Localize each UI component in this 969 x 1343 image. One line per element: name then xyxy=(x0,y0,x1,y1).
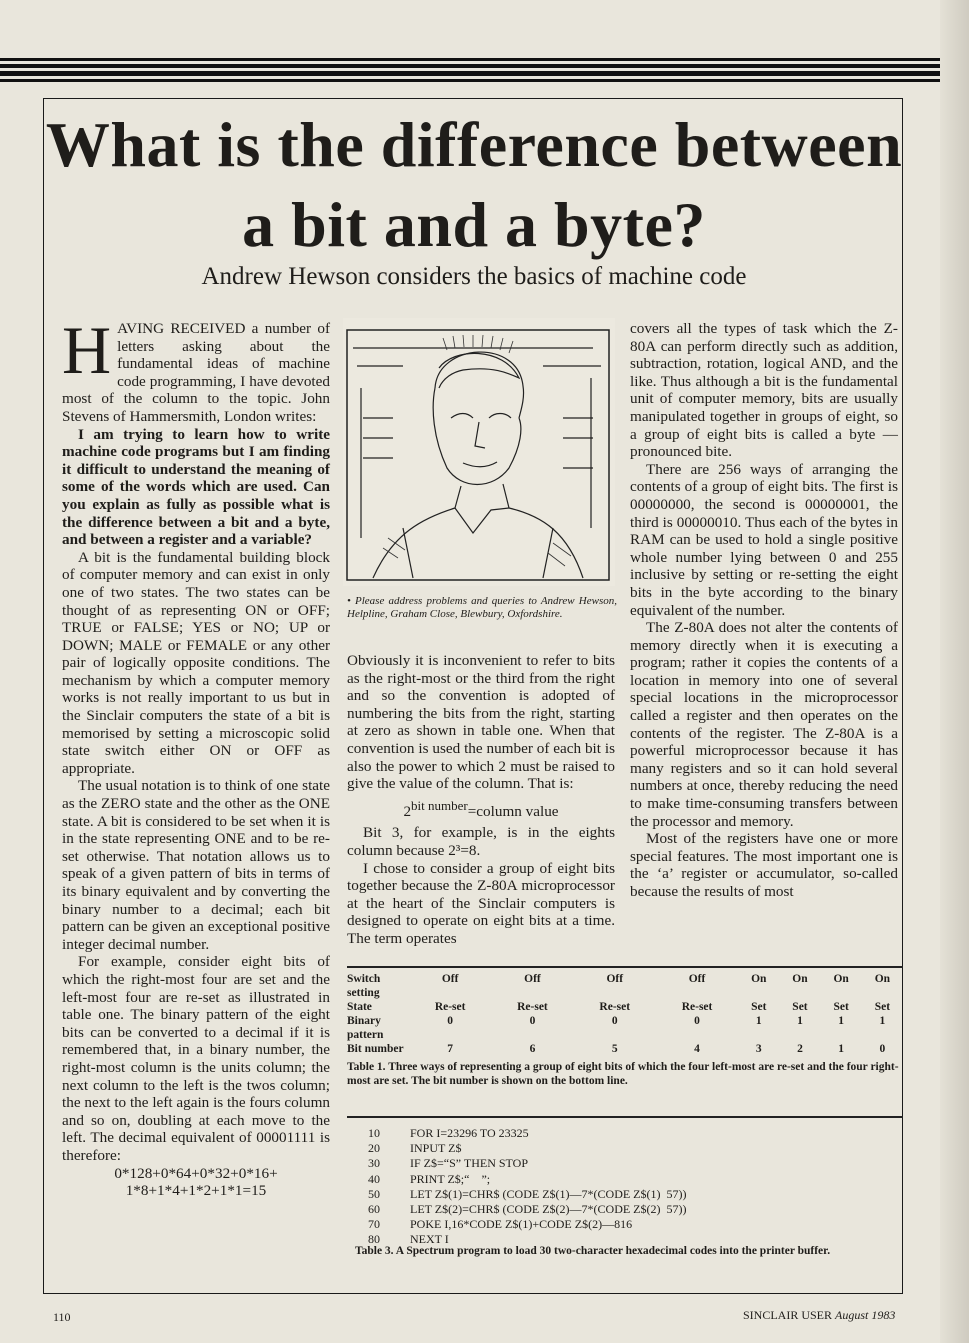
code-statement: LET Z$(1)=CHR$ (CODE Z$(1)—7*(CODE Z$(1) 57)) xyxy=(410,1186,687,1201)
line-number: 80 xyxy=(368,1232,380,1247)
table-cell: 0 xyxy=(529,1015,536,1027)
line-number: 20 xyxy=(368,1141,380,1156)
line-number: 40 xyxy=(368,1171,380,1186)
table-1 xyxy=(347,972,903,1088)
table-cell: Re-set xyxy=(681,1001,713,1013)
table-cell: 1 xyxy=(797,1015,803,1027)
table-cell: Off xyxy=(524,973,541,985)
code-statement: INPUT Z$ xyxy=(410,1141,462,1156)
table-cell: Set xyxy=(792,1001,808,1013)
code-statement: FOR I=23296 TO 23325 xyxy=(410,1126,529,1140)
program-line xyxy=(368,1172,898,1187)
table-cell: 3 xyxy=(755,1043,762,1055)
program-line xyxy=(368,1202,898,1217)
table1-top-rule xyxy=(347,966,903,968)
table-row xyxy=(347,1042,903,1056)
line-number: 60 xyxy=(368,1202,380,1217)
table-cell: Off xyxy=(688,973,706,985)
code-statement: PRINT Z$;“ ”; xyxy=(410,1171,491,1186)
table-row xyxy=(347,1000,903,1014)
program-line xyxy=(368,1156,898,1171)
table-cell: On xyxy=(751,973,767,985)
table-cell: Re-set xyxy=(599,1001,631,1013)
program-line xyxy=(368,1217,898,1232)
program-line xyxy=(368,1187,898,1202)
paragraph: I chose to consider a group of eight bits together because the Z-80A microprocessor at the heart of the Sinclair computers is designed to operate on eight bits at a time. The term operates xyxy=(347,859,615,947)
bit-representation-table xyxy=(347,972,903,1056)
table-cell: 6 xyxy=(529,1043,536,1055)
formula-line: 0*128+0*64+0*32+0*16+ xyxy=(114,1164,278,1182)
table-3-caption: Table 3. A Spectrum program to load 30 two-character hexadecimal codes into the printer buffer. xyxy=(355,1245,831,1257)
line-number: 70 xyxy=(368,1217,380,1232)
row-label: Binary pattern xyxy=(347,1015,384,1041)
table-cell: 0 xyxy=(694,1015,700,1027)
table-cell: Off xyxy=(441,973,459,985)
row-label: State xyxy=(347,1001,372,1013)
paragraph: The Z-80A does not alter the contents of memory directly when it is executing a program; rather it copies the contents of a location in memory into one of several special locations in the microprocessor called a register and then operates on the contents of the register. The Z-80A is a powerful microprocessor because it has many registers and so it can hold several numbers at once, thereby reducing the need to make time-consuming transfers between the processor and memory. xyxy=(630,619,898,830)
table-cell: 1 xyxy=(755,1015,762,1027)
code-statement: LET Z$(2)=CHR$ (CODE Z$(2)—7*(CODE Z$(2) 57)) xyxy=(410,1202,687,1217)
table-cell: 7 xyxy=(447,1043,454,1055)
table-row xyxy=(347,972,903,1000)
table-cell: 4 xyxy=(694,1043,700,1055)
row-label: Switch setting xyxy=(347,973,381,999)
formula-exponent: bit number xyxy=(411,797,468,813)
table-cell: Re-set xyxy=(517,1001,548,1013)
paragraph: Obviously it is inconvenient to refer to bits as the right-most or the third from the right and so the convention is adopted of numbering the bits from the right, starting at zero as shown in table one. When that convention is used the number of each bit is also the power to which 2 must be raised to give the value of the column. That is: xyxy=(347,652,615,793)
column-1 xyxy=(62,312,330,1200)
code-statement: POKE I,16*CODE Z$(1)+CODE Z$(2)—816 xyxy=(410,1217,633,1232)
table-cell: 0 xyxy=(611,1015,618,1027)
program-line xyxy=(368,1126,898,1141)
table-cell: 0 xyxy=(879,1043,886,1055)
magazine-name: SINCLAIR USER xyxy=(743,1308,833,1322)
table-cell: Set xyxy=(751,1001,767,1013)
table-cell: 0 xyxy=(447,1015,454,1027)
row-label: Bit number xyxy=(347,1043,404,1055)
helpline-caption: • Please address problems and queries to Andrew Hewson, Helpline, Graham Close, Blewbury, Oxfordshire. xyxy=(347,595,617,620)
program-line xyxy=(368,1141,898,1156)
table1-bottom-rule xyxy=(347,1116,903,1118)
line-number: 10 xyxy=(368,1126,380,1140)
formula-base: 2 xyxy=(403,802,412,820)
column-2 xyxy=(347,652,615,948)
issue-date: August 1983 xyxy=(835,1308,896,1322)
table-cell: On xyxy=(874,973,891,985)
headline: What is the difference between a bit and a byte? xyxy=(45,109,903,260)
paragraph: The usual notation is to think of one state as the ZERO state and the other as the ONE state. A bit is considered to be set when it is in the state representing ONE and to be re-set otherwise. That notation allows us to speak of a given pattern of bits in terms of its binary equivalent and by converting the binary number to a decimal; each bit pattern can be given an exceptional positive integer decimal number. xyxy=(62,777,330,953)
subhead: Andrew Hewson considers the basics of machine code xyxy=(201,263,747,290)
paragraph: There are 256 ways of arranging the contents of a group of eight bits. The first is 00000000, the second is 00000001, the third is 00000010. Thus each of the bytes in RAM can be used to hold a single positive whole number lying between 0 and 255 inclusive by setting or re-setting the eight bits in the byte according to the binary equivalent of the number. xyxy=(630,460,898,619)
magazine-footer xyxy=(743,1308,895,1323)
formula-line: 1*8+1*4+1*2+1*1=15 xyxy=(125,1182,267,1200)
basic-program-listing xyxy=(368,1126,898,1248)
paragraph: Most of the registers have one or more special features. The most important one is the ‘a’ register or accumulator, so-called because the results of most xyxy=(630,830,898,900)
page-number: 110 xyxy=(53,1310,71,1324)
table-cell: Re-set xyxy=(434,1001,466,1013)
table-cell: On xyxy=(792,973,808,985)
intro-text: AVING RECEIVED a number of letters asking about the fundamental ideas of machine code programming, I have devoted most of the column to the topic. John Stevens of Hammersmith, London writes: xyxy=(62,320,330,425)
power-formula xyxy=(347,797,615,821)
paragraph: A bit is the fundamental building block of computer memory and can exist in only one of two states. The two states can be thought of as representing ON or OFF; TRUE or FALSE; YES or NO; UP or DOWN; MALE or FEMALE or any other pair of logically opposite conditions. The mechanism by which a computer memory works is not really important to us but in the Sinclair computers the state of a bit is memorised by setting a microscopic solid state switch either ON or OFF as appropriate. xyxy=(62,548,330,777)
table-cell: 5 xyxy=(611,1043,618,1055)
code-statement: NEXT I xyxy=(410,1232,449,1247)
drop-cap: H xyxy=(62,312,112,388)
table-1-caption: Table 1. Three ways of representing a group of eight bits of which the four left-most are re-set and the four right-most are set. The bit number is shown on the bottom line. xyxy=(347,1061,899,1087)
table-cell: Off xyxy=(606,973,624,985)
table-row xyxy=(347,1014,903,1042)
reader-letter: I am trying to learn how to write machine code programs but I am finding it difficult to understand the meaning of some of the words which are used. Can you explain as fully as possible what is the difference between a bit and a byte, and between a register and a variable? xyxy=(62,425,330,549)
table-cell: 1 xyxy=(838,1015,845,1027)
column-3 xyxy=(630,320,898,901)
code-statement: IF Z$=“S” THEN STOP xyxy=(410,1156,528,1171)
paragraph: Bit 3, for example, is in the eights column because 2³=8. xyxy=(347,824,615,859)
table-cell: On xyxy=(833,973,849,985)
author-portrait-illustration xyxy=(343,318,615,586)
line-number: 30 xyxy=(368,1156,380,1171)
line-number: 50 xyxy=(368,1186,380,1201)
formula-result: =column value xyxy=(467,802,559,820)
page-edge-shadow xyxy=(940,0,969,1343)
table-cell: 1 xyxy=(879,1015,886,1027)
table-cell: Set xyxy=(833,1001,849,1013)
table-cell: 1 xyxy=(838,1043,845,1055)
paragraph: covers all the types of task which the Z-80A can perform directly such as addition, subtraction, rotation, logical AND, and the like. Thus although a bit is the fundamental unit of computer memory, bits are usually manipulated together in groups of eight, so a group of eight bits is called a byte — pronounced bite. xyxy=(630,320,898,461)
table-cell: Set xyxy=(874,1001,891,1013)
table-cell: 2 xyxy=(797,1043,803,1055)
paragraph: For example, consider eight bits of which the right-most four are set and the left-most four are re-set as illustrated in table one. The binary pattern of the eight bits can be converted to a decimal if it is remembered that, in a binary number, the right-most column is the units column; the next column to the left is the twos column; the next to the left again is the fours column and so on, doubling at each move to the left. The decimal equivalent of 00001111 is therefore: xyxy=(62,953,330,1164)
